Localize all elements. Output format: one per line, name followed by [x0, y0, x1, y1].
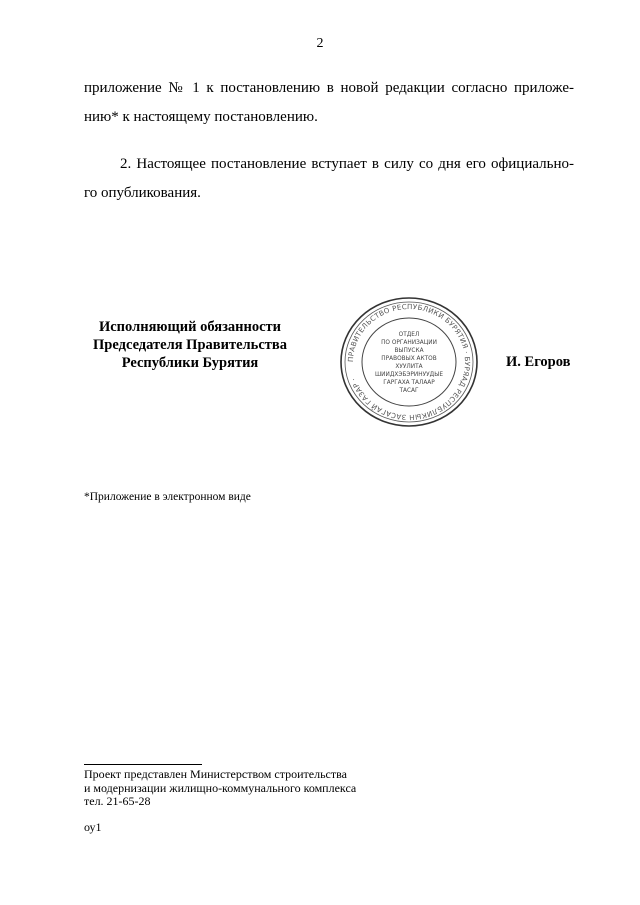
seal-center-text: ШИИДХЭБЭРИНУУДЫЕ	[374, 372, 444, 378]
signatory-title	[80, 318, 300, 372]
paragraph-line: го опубликования.	[84, 185, 201, 201]
svg-text:ПРАВИТЕЛЬСТВО РЕСПУБЛИКИ БУРЯТ	[347, 303, 471, 421]
paragraph-line: 2. Настоящее постановление вступает в силу со дня его официально-	[120, 156, 574, 172]
seal-ring-text: ПРАВИТЕЛЬСТВО РЕСПУБЛИКИ БУРЯТИЯ · БУРЯАД РЕСПУБЛИКЫН ЗАСАГАЙ ГАЗАР ·	[346, 302, 472, 422]
official-seal	[336, 296, 482, 428]
paragraph-line: приложение № 1 к постановлению в новой редакции согласно приложе-	[84, 80, 574, 96]
footnote: *Приложение в электронном виде	[84, 491, 251, 503]
project-line: и модернизации жилищно-коммунального комплекса	[84, 780, 357, 795]
paragraph-effective-date	[84, 150, 574, 208]
document-code: оу1	[84, 820, 102, 834]
project-phone: тел. 21-65-28	[84, 794, 151, 808]
signatory-line: Исполняющий обязанности	[98, 319, 282, 335]
signatory-line: Председателя Правительства	[93, 337, 287, 353]
seal-center-text: ГАРГАХА ТАЛААР	[383, 380, 435, 386]
project-info	[84, 768, 356, 809]
seal-center-text: ПО ОРГАНИЗАЦИИ	[381, 340, 437, 346]
paragraph-line: нию* к настоящему постановлению.	[84, 109, 318, 125]
seal-center-text: ПРАВОВЫХ АКТОВ	[381, 356, 437, 362]
signatory-line: Республики Бурятия	[121, 355, 259, 371]
page-number: 2	[316, 36, 324, 51]
project-line: Проект представлен Министерством строительства	[84, 767, 347, 781]
seal-center-text: ТАСАГ	[399, 388, 419, 394]
seal-center-text: ОТДЕЛ	[398, 332, 420, 338]
signer-name: И. Егоров	[506, 354, 571, 370]
seal-center-text: ВЫПУСКА	[394, 348, 424, 354]
footer-divider	[84, 764, 202, 765]
seal-center-text: ХУУЛИТА	[395, 364, 423, 370]
paragraph-amendment	[84, 74, 574, 132]
